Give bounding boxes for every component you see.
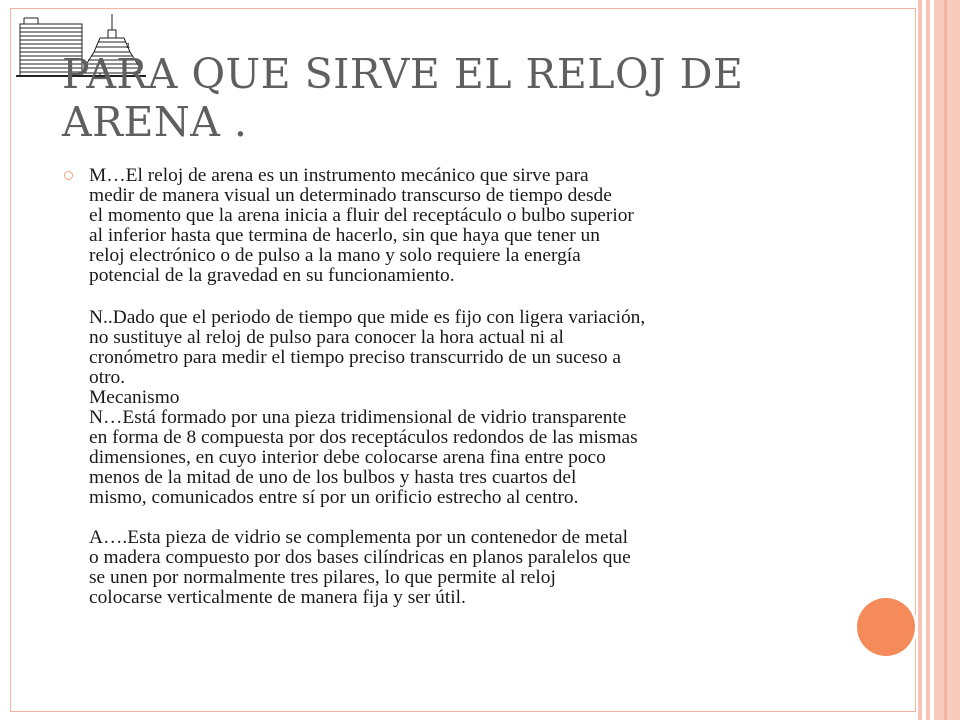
decorative-stripe (926, 0, 930, 720)
decorative-stripe (944, 0, 947, 720)
bullet-content (64, 166, 824, 608)
bullet-marker (64, 171, 73, 180)
decorative-stripe (934, 0, 960, 720)
decorative-circle (857, 598, 915, 656)
decorative-stripe (918, 0, 922, 720)
paragraph: A….Esta pieza de vidrio se complementa por un contenedor de metal o madera compuesto por dos bases cilíndricas en planos paralelos que se unen por normalmente tres pilares, lo que permite al reloj colocarse verticalmente de manera fija y ser útil. (89, 527, 631, 608)
paragraph: N..Dado que el periodo de tiempo que mide es fijo con ligera variación, no sustituye al reloj de pulso para conocer la hora actual ni al cronómetro para medir el tiempo preciso transcurrido de un suceso a otro. Mecanismo N…Está formado por una pieza tridimensional de vidrio transparente en forma de 8 compuesta por dos receptáculos redondos de las mismas dimensiones, en cuyo interior debe colocarse arena fina entre poco menos de la mitad de uno de los bulbos y hasta tres cuartos del mismo, comunicados entre sí por un orificio estrecho al centro. (89, 307, 646, 508)
svg-text:1: 1 (126, 42, 131, 50)
paragraph: M…El reloj de arena es un instrumento mecánico que sirve para medir de manera visual un determinado transcurso de tiempo desde el momento que la arena inicia a fluir del receptáculo o bulbo superior al inferior hasta que termina de hacerlo, sin que haya que tener un reloj electrónico o de pulso a la mano y solo requiere la energía potencial de la gravedad en su funcionamiento. (89, 165, 634, 286)
page-title: PARA QUE SIRVE EL RELOJ DE ARENA . (62, 50, 744, 146)
